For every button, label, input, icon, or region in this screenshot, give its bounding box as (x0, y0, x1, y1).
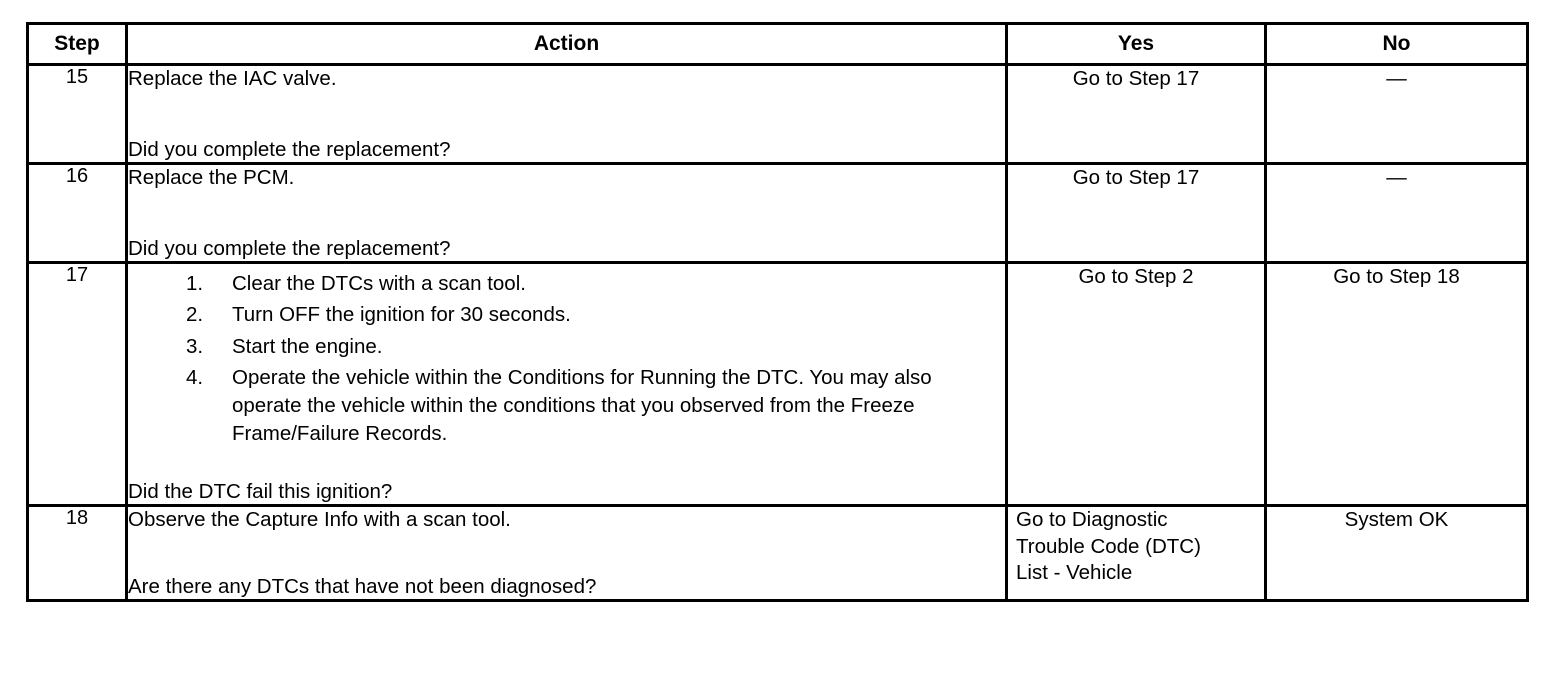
table-row (28, 506, 1528, 601)
action-question: Are there any DTCs that have not been diagnosed? (128, 575, 597, 598)
action-cell (127, 506, 1007, 601)
column-header-step: Step (28, 24, 127, 65)
action-cell (127, 263, 1007, 506)
no-cell: — (1266, 65, 1528, 164)
document-page (0, 22, 1568, 688)
step-number: 16 (28, 164, 127, 263)
step-number: 17 (28, 263, 127, 506)
list-item: Turn OFF the ignition for 30 seconds. (232, 303, 571, 327)
table-row (28, 164, 1528, 263)
column-header-action: Action (127, 24, 1007, 65)
action-question: Did the DTC fail this ignition? (128, 480, 393, 503)
action-intro: Replace the IAC valve. (128, 67, 337, 90)
list-item: Start the engine. (232, 334, 383, 358)
yes-cell: Go to Step 2 (1007, 263, 1266, 506)
table-row (28, 65, 1528, 164)
action-intro: Replace the PCM. (128, 166, 295, 189)
no-cell: System OK (1266, 506, 1528, 601)
yes-line: Trouble Code (DTC) (1016, 534, 1201, 558)
yes-line: List - Vehicle (1016, 561, 1133, 585)
action-intro: Observe the Capture Info with a scan tool. (128, 508, 511, 531)
no-cell: — (1266, 164, 1528, 263)
column-header-no: No (1266, 24, 1528, 65)
table-header-row (28, 24, 1528, 65)
column-header-yes: Yes (1007, 24, 1266, 65)
table-row (28, 263, 1528, 506)
step-number: 15 (28, 65, 127, 164)
action-step-list (128, 270, 1005, 452)
action-question: Did you complete the replacement? (128, 138, 451, 161)
yes-cell (1007, 506, 1266, 601)
action-cell (127, 164, 1007, 263)
yes-cell: Go to Step 17 (1007, 164, 1266, 263)
list-item: Clear the DTCs with a scan tool. (232, 272, 526, 295)
step-number: 18 (28, 506, 127, 601)
action-cell (127, 65, 1007, 164)
yes-cell: Go to Step 17 (1007, 65, 1266, 164)
list-item: Operate the vehicle within the Conditions for Running the DTC. You may also operate the vehicle within the conditions that you observed from the Freeze Frame/Failure Records. (232, 365, 932, 446)
no-cell: Go to Step 18 (1266, 263, 1528, 506)
diagnostic-table (26, 22, 1529, 602)
yes-line: Go to Diagnostic (1016, 508, 1168, 531)
action-question: Did you complete the replacement? (128, 237, 451, 260)
